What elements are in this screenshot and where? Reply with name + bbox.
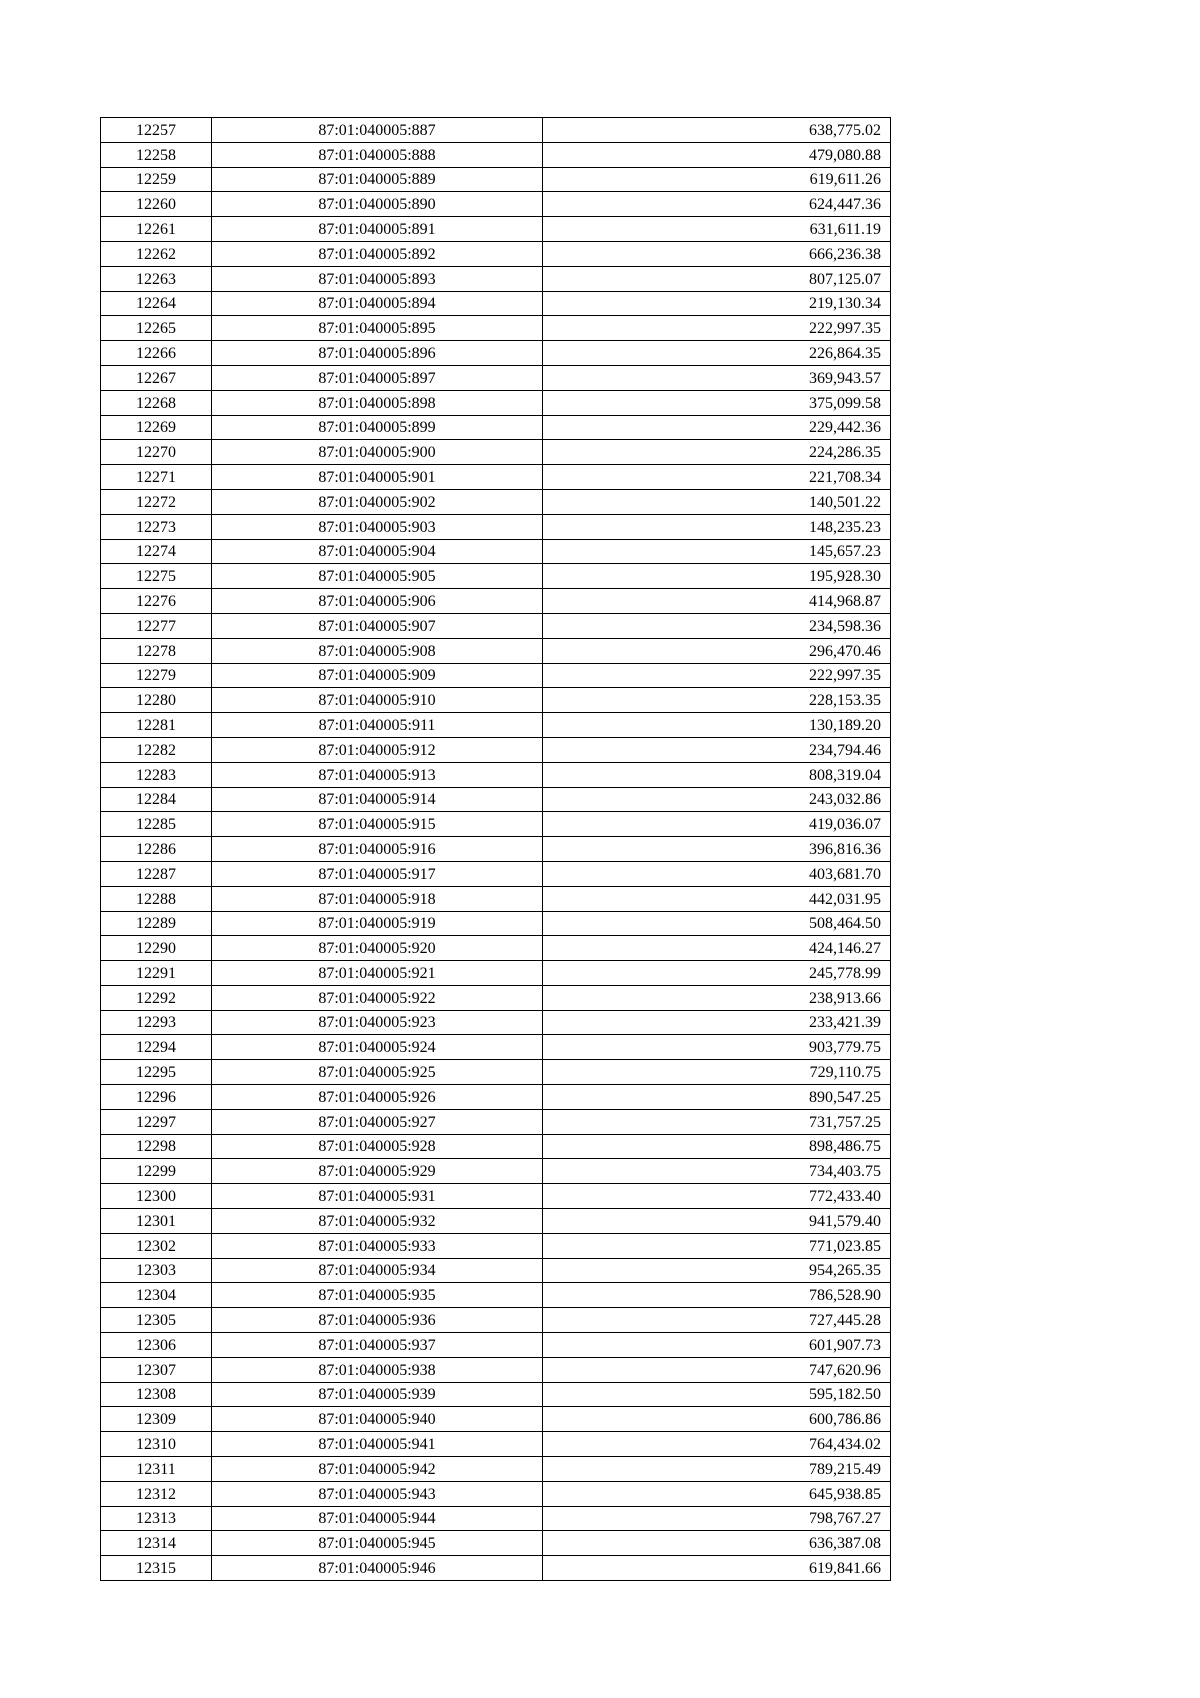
cadastral-number-cell: 87:01:040005:911	[212, 713, 543, 738]
value-cell: 890,547.25	[543, 1085, 891, 1110]
row-number-cell: 12310	[101, 1432, 212, 1457]
cadastral-number-cell: 87:01:040005:907	[212, 613, 543, 638]
table-row	[101, 390, 891, 415]
row-number-cell: 12265	[101, 316, 212, 341]
value-cell: 619,611.26	[543, 167, 891, 192]
value-cell: 631,611.19	[543, 217, 891, 242]
value-cell: 772,433.40	[543, 1184, 891, 1209]
cadastral-number-cell: 87:01:040005:912	[212, 737, 543, 762]
cadastral-number-cell: 87:01:040005:905	[212, 564, 543, 589]
row-number-cell: 12307	[101, 1357, 212, 1382]
cadastral-value-table	[100, 117, 891, 1581]
row-number-cell: 12259	[101, 167, 212, 192]
value-cell: 233,421.39	[543, 1010, 891, 1035]
row-number-cell: 12257	[101, 118, 212, 143]
table-body	[101, 118, 891, 1581]
row-number-cell: 12266	[101, 341, 212, 366]
table-row	[101, 613, 891, 638]
row-number-cell: 12275	[101, 564, 212, 589]
table-row	[101, 1209, 891, 1234]
row-number-cell: 12270	[101, 440, 212, 465]
table-row	[101, 365, 891, 390]
cadastral-number-cell: 87:01:040005:915	[212, 812, 543, 837]
table-row	[101, 1159, 891, 1184]
value-cell: 195,928.30	[543, 564, 891, 589]
value-cell: 734,403.75	[543, 1159, 891, 1184]
row-number-cell: 12258	[101, 142, 212, 167]
table-row	[101, 341, 891, 366]
row-number-cell: 12289	[101, 911, 212, 936]
value-cell: 789,215.49	[543, 1457, 891, 1482]
table-row	[101, 415, 891, 440]
cadastral-number-cell: 87:01:040005:945	[212, 1531, 543, 1556]
cadastral-number-cell: 87:01:040005:891	[212, 217, 543, 242]
table-row	[101, 1035, 891, 1060]
row-number-cell: 12278	[101, 638, 212, 663]
table-row	[101, 1308, 891, 1333]
cadastral-number-cell: 87:01:040005:923	[212, 1010, 543, 1035]
table-row	[101, 1085, 891, 1110]
table-row	[101, 514, 891, 539]
table-row	[101, 787, 891, 812]
row-number-cell: 12305	[101, 1308, 212, 1333]
cadastral-number-cell: 87:01:040005:929	[212, 1159, 543, 1184]
row-number-cell: 12261	[101, 217, 212, 242]
row-number-cell: 12290	[101, 936, 212, 961]
value-cell: 243,032.86	[543, 787, 891, 812]
table-row	[101, 1060, 891, 1085]
table-row	[101, 217, 891, 242]
cadastral-number-cell: 87:01:040005:914	[212, 787, 543, 812]
value-cell: 666,236.38	[543, 241, 891, 266]
row-number-cell: 12302	[101, 1233, 212, 1258]
value-cell: 442,031.95	[543, 886, 891, 911]
table-row	[101, 638, 891, 663]
table-row	[101, 1531, 891, 1556]
row-number-cell: 12304	[101, 1283, 212, 1308]
row-number-cell: 12274	[101, 539, 212, 564]
value-cell: 234,598.36	[543, 613, 891, 638]
row-number-cell: 12300	[101, 1184, 212, 1209]
value-cell: 601,907.73	[543, 1333, 891, 1358]
table-row	[101, 167, 891, 192]
row-number-cell: 12280	[101, 688, 212, 713]
cadastral-number-cell: 87:01:040005:902	[212, 489, 543, 514]
row-number-cell: 12271	[101, 465, 212, 490]
cadastral-number-cell: 87:01:040005:910	[212, 688, 543, 713]
table-row	[101, 1010, 891, 1035]
table-row	[101, 1556, 891, 1581]
table-row	[101, 539, 891, 564]
cadastral-number-cell: 87:01:040005:925	[212, 1060, 543, 1085]
value-cell: 228,153.35	[543, 688, 891, 713]
table-row	[101, 936, 891, 961]
cadastral-number-cell: 87:01:040005:909	[212, 663, 543, 688]
cadastral-number-cell: 87:01:040005:928	[212, 1134, 543, 1159]
row-number-cell: 12301	[101, 1209, 212, 1234]
table-row	[101, 1134, 891, 1159]
cadastral-number-cell: 87:01:040005:946	[212, 1556, 543, 1581]
cadastral-number-cell: 87:01:040005:890	[212, 192, 543, 217]
value-cell: 234,794.46	[543, 737, 891, 762]
row-number-cell: 12308	[101, 1382, 212, 1407]
row-number-cell: 12294	[101, 1035, 212, 1060]
table-row	[101, 1283, 891, 1308]
cadastral-number-cell: 87:01:040005:935	[212, 1283, 543, 1308]
table-row	[101, 192, 891, 217]
value-cell: 600,786.86	[543, 1407, 891, 1432]
row-number-cell: 12288	[101, 886, 212, 911]
value-cell: 130,189.20	[543, 713, 891, 738]
table-row	[101, 1109, 891, 1134]
cadastral-number-cell: 87:01:040005:924	[212, 1035, 543, 1060]
value-cell: 226,864.35	[543, 341, 891, 366]
cadastral-number-cell: 87:01:040005:896	[212, 341, 543, 366]
table-row	[101, 266, 891, 291]
value-cell: 619,841.66	[543, 1556, 891, 1581]
value-cell: 808,319.04	[543, 762, 891, 787]
value-cell: 219,130.34	[543, 291, 891, 316]
cadastral-number-cell: 87:01:040005:937	[212, 1333, 543, 1358]
cadastral-number-cell: 87:01:040005:887	[212, 118, 543, 143]
row-number-cell: 12311	[101, 1457, 212, 1482]
row-number-cell: 12285	[101, 812, 212, 837]
row-number-cell: 12273	[101, 514, 212, 539]
table-row	[101, 1184, 891, 1209]
table-row	[101, 440, 891, 465]
row-number-cell: 12314	[101, 1531, 212, 1556]
row-number-cell: 12295	[101, 1060, 212, 1085]
row-number-cell: 12309	[101, 1407, 212, 1432]
value-cell: 222,997.35	[543, 316, 891, 341]
cadastral-number-cell: 87:01:040005:919	[212, 911, 543, 936]
value-cell: 140,501.22	[543, 489, 891, 514]
cadastral-number-cell: 87:01:040005:944	[212, 1506, 543, 1531]
value-cell: 222,997.35	[543, 663, 891, 688]
value-cell: 624,447.36	[543, 192, 891, 217]
row-number-cell: 12297	[101, 1109, 212, 1134]
cadastral-number-cell: 87:01:040005:908	[212, 638, 543, 663]
value-cell: 954,265.35	[543, 1258, 891, 1283]
value-cell: 479,080.88	[543, 142, 891, 167]
cadastral-number-cell: 87:01:040005:894	[212, 291, 543, 316]
row-number-cell: 12267	[101, 365, 212, 390]
table-row	[101, 291, 891, 316]
row-number-cell: 12293	[101, 1010, 212, 1035]
cadastral-number-cell: 87:01:040005:920	[212, 936, 543, 961]
table-row	[101, 564, 891, 589]
table-row	[101, 1258, 891, 1283]
cadastral-number-cell: 87:01:040005:906	[212, 589, 543, 614]
cadastral-number-cell: 87:01:040005:917	[212, 861, 543, 886]
cadastral-number-cell: 87:01:040005:939	[212, 1382, 543, 1407]
row-number-cell: 12279	[101, 663, 212, 688]
table-row	[101, 316, 891, 341]
value-cell: 245,778.99	[543, 961, 891, 986]
table-row	[101, 1357, 891, 1382]
table-row	[101, 911, 891, 936]
row-number-cell: 12284	[101, 787, 212, 812]
row-number-cell: 12313	[101, 1506, 212, 1531]
value-cell: 764,434.02	[543, 1432, 891, 1457]
value-cell: 229,442.36	[543, 415, 891, 440]
table-row	[101, 663, 891, 688]
cadastral-number-cell: 87:01:040005:900	[212, 440, 543, 465]
cadastral-number-cell: 87:01:040005:897	[212, 365, 543, 390]
table-row	[101, 241, 891, 266]
table-row	[101, 1382, 891, 1407]
row-number-cell: 12287	[101, 861, 212, 886]
cadastral-number-cell: 87:01:040005:895	[212, 316, 543, 341]
value-cell: 638,775.02	[543, 118, 891, 143]
row-number-cell: 12299	[101, 1159, 212, 1184]
row-number-cell: 12296	[101, 1085, 212, 1110]
row-number-cell: 12269	[101, 415, 212, 440]
value-cell: 595,182.50	[543, 1382, 891, 1407]
cadastral-number-cell: 87:01:040005:936	[212, 1308, 543, 1333]
value-cell: 798,767.27	[543, 1506, 891, 1531]
cadastral-number-cell: 87:01:040005:892	[212, 241, 543, 266]
table-row	[101, 886, 891, 911]
value-cell: 419,036.07	[543, 812, 891, 837]
row-number-cell: 12283	[101, 762, 212, 787]
table-row	[101, 118, 891, 143]
table-row	[101, 812, 891, 837]
value-cell: 786,528.90	[543, 1283, 891, 1308]
value-cell: 403,681.70	[543, 861, 891, 886]
value-cell: 941,579.40	[543, 1209, 891, 1234]
cadastral-number-cell: 87:01:040005:931	[212, 1184, 543, 1209]
row-number-cell: 12282	[101, 737, 212, 762]
value-cell: 396,816.36	[543, 837, 891, 862]
cadastral-number-cell: 87:01:040005:913	[212, 762, 543, 787]
cadastral-number-cell: 87:01:040005:933	[212, 1233, 543, 1258]
cadastral-number-cell: 87:01:040005:898	[212, 390, 543, 415]
value-cell: 807,125.07	[543, 266, 891, 291]
cadastral-number-cell: 87:01:040005:889	[212, 167, 543, 192]
value-cell: 729,110.75	[543, 1060, 891, 1085]
value-cell: 645,938.85	[543, 1481, 891, 1506]
cadastral-number-cell: 87:01:040005:922	[212, 985, 543, 1010]
cadastral-number-cell: 87:01:040005:893	[212, 266, 543, 291]
cadastral-number-cell: 87:01:040005:903	[212, 514, 543, 539]
row-number-cell: 12306	[101, 1333, 212, 1358]
row-number-cell: 12264	[101, 291, 212, 316]
cadastral-number-cell: 87:01:040005:916	[212, 837, 543, 862]
row-number-cell: 12315	[101, 1556, 212, 1581]
table-row	[101, 688, 891, 713]
table-row	[101, 489, 891, 514]
table-row	[101, 985, 891, 1010]
cadastral-number-cell: 87:01:040005:942	[212, 1457, 543, 1482]
table-row	[101, 1457, 891, 1482]
row-number-cell: 12312	[101, 1481, 212, 1506]
table-row	[101, 142, 891, 167]
row-number-cell: 12276	[101, 589, 212, 614]
cadastral-number-cell: 87:01:040005:926	[212, 1085, 543, 1110]
table-row	[101, 737, 891, 762]
cadastral-number-cell: 87:01:040005:901	[212, 465, 543, 490]
cadastral-number-cell: 87:01:040005:921	[212, 961, 543, 986]
table-row	[101, 713, 891, 738]
table-row	[101, 1407, 891, 1432]
value-cell: 731,757.25	[543, 1109, 891, 1134]
row-number-cell: 12303	[101, 1258, 212, 1283]
value-cell: 148,235.23	[543, 514, 891, 539]
row-number-cell: 12281	[101, 713, 212, 738]
table-row	[101, 1481, 891, 1506]
table-row	[101, 589, 891, 614]
row-number-cell: 12268	[101, 390, 212, 415]
cadastral-number-cell: 87:01:040005:927	[212, 1109, 543, 1134]
row-number-cell: 12292	[101, 985, 212, 1010]
value-cell: 414,968.87	[543, 589, 891, 614]
value-cell: 727,445.28	[543, 1308, 891, 1333]
value-cell: 898,486.75	[543, 1134, 891, 1159]
cadastral-number-cell: 87:01:040005:899	[212, 415, 543, 440]
cadastral-number-cell: 87:01:040005:888	[212, 142, 543, 167]
table-row	[101, 762, 891, 787]
cadastral-number-cell: 87:01:040005:932	[212, 1209, 543, 1234]
cadastral-number-cell: 87:01:040005:941	[212, 1432, 543, 1457]
cadastral-number-cell: 87:01:040005:940	[212, 1407, 543, 1432]
value-cell: 747,620.96	[543, 1357, 891, 1382]
row-number-cell: 12277	[101, 613, 212, 638]
value-cell: 145,657.23	[543, 539, 891, 564]
value-cell: 296,470.46	[543, 638, 891, 663]
table-row	[101, 837, 891, 862]
value-cell: 375,099.58	[543, 390, 891, 415]
table-row	[101, 961, 891, 986]
table-row	[101, 1233, 891, 1258]
value-cell: 224,286.35	[543, 440, 891, 465]
value-cell: 903,779.75	[543, 1035, 891, 1060]
row-number-cell: 12291	[101, 961, 212, 986]
cadastral-number-cell: 87:01:040005:934	[212, 1258, 543, 1283]
row-number-cell: 12272	[101, 489, 212, 514]
table-row	[101, 1506, 891, 1531]
cadastral-number-cell: 87:01:040005:938	[212, 1357, 543, 1382]
value-cell: 221,708.34	[543, 465, 891, 490]
row-number-cell: 12260	[101, 192, 212, 217]
row-number-cell: 12262	[101, 241, 212, 266]
value-cell: 636,387.08	[543, 1531, 891, 1556]
row-number-cell: 12286	[101, 837, 212, 862]
table-row	[101, 465, 891, 490]
value-cell: 238,913.66	[543, 985, 891, 1010]
cadastral-number-cell: 87:01:040005:918	[212, 886, 543, 911]
table-row	[101, 1333, 891, 1358]
value-cell: 424,146.27	[543, 936, 891, 961]
value-cell: 771,023.85	[543, 1233, 891, 1258]
table-row	[101, 861, 891, 886]
row-number-cell: 12263	[101, 266, 212, 291]
row-number-cell: 12298	[101, 1134, 212, 1159]
cadastral-number-cell: 87:01:040005:943	[212, 1481, 543, 1506]
table-row	[101, 1432, 891, 1457]
cadastral-number-cell: 87:01:040005:904	[212, 539, 543, 564]
value-cell: 508,464.50	[543, 911, 891, 936]
value-cell: 369,943.57	[543, 365, 891, 390]
